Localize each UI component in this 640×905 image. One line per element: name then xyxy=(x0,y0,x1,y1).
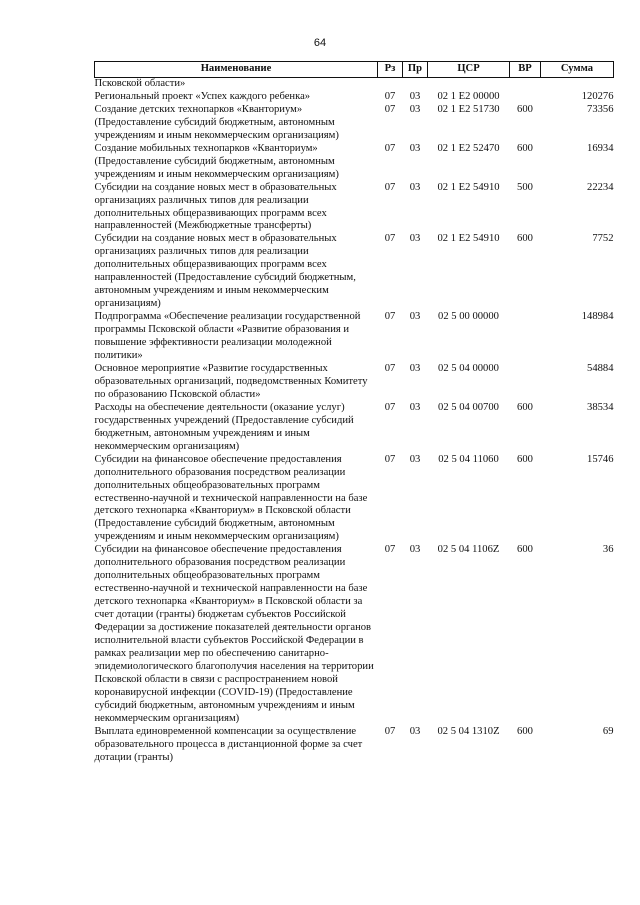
cell-csr: 02 5 04 11060 xyxy=(438,453,499,465)
cell-vr: 500 xyxy=(517,181,533,193)
cell-csr: 02 5 04 1310Z xyxy=(437,725,500,737)
cell-sum: 38534 xyxy=(587,401,614,413)
cell-name: Субсидии на создание новых мест в образовательных организациях различных типов для реализации дополнительных общеразвивающих программ всех направленностей (Межбюджетные трансферты) xyxy=(94,181,337,232)
header-vr: ВР xyxy=(510,62,541,78)
cell-name: Создание детских технопарков «Кванториум» (Предоставление субсидий бюджетным, автономным учреждениям и иным некоммерческим организациям) xyxy=(94,103,339,141)
cell-rz: 07 xyxy=(384,401,396,413)
cell-pr: 03 xyxy=(409,401,421,413)
cell-rz: 07 xyxy=(384,90,396,102)
table-row xyxy=(95,363,614,402)
cell-vr xyxy=(510,363,541,402)
cell-name: Подпрограмма «Обеспечение реализации государственной программы Псковской области «Развитие образования и повышение эффективности реализации молодежной политики» xyxy=(94,311,361,362)
cell-pr: 03 xyxy=(409,142,421,154)
cell-pr: 03 xyxy=(409,362,421,374)
header-name: Наименование xyxy=(95,62,378,78)
cell-pr: 03 xyxy=(409,90,421,102)
cell-name: Субсидии на финансовое обеспечение предоставления дополнительного образования посредством реализации дополнительных общеобразовательных программ естественно-научной и технической направленности на базе детского технопарка «Кванториум» в Псковской области за счет дотации (гранты) бюджетам субъектов Российской Федерации за достижение показателей деятельности органов исполнительной власти субъектов Российской Федерации в рамках реализации мер по обеспечению санитарно-эпидемиологического благополучия населения на территории Псковской области в связи с распространением новой коронавирусной инфекции (COVID-19) (Предоставление субсидий бюджетным, автономным учреждениям и иным некоммерческим организациям) xyxy=(94,544,374,724)
cell-csr: 02 1 E2 52470 xyxy=(437,142,500,154)
cell-sum: 73356 xyxy=(587,103,614,115)
header-pr: Пр xyxy=(403,62,428,78)
cell-csr: 02 5 04 1106Z xyxy=(437,544,500,556)
cell-rz: 07 xyxy=(384,233,396,245)
cell-sum: 36 xyxy=(602,544,614,556)
cell-csr: 02 1 E2 54910 xyxy=(437,181,500,193)
cell-csr: 02 5 00 00000 xyxy=(438,311,499,323)
budget-table xyxy=(94,61,614,765)
cell-name: Выплата единовременной компенсации за осуществление образовательного процесса в дистанционной форме за счет дотации (гранты) xyxy=(94,725,363,763)
cell-rz: 07 xyxy=(384,725,396,737)
cell-rz: 07 xyxy=(384,142,396,154)
table-header-row xyxy=(95,62,614,78)
cell-pr xyxy=(403,78,428,91)
cell-pr: 03 xyxy=(409,233,421,245)
table-row xyxy=(95,91,614,104)
cell-pr: 03 xyxy=(409,453,421,465)
table-row xyxy=(95,182,614,234)
header-rz: Рз xyxy=(378,62,403,78)
cell-sum: 69 xyxy=(602,725,614,737)
cell-sum: 16934 xyxy=(587,142,614,154)
cell-name: Псковской области» xyxy=(94,78,186,89)
table-row xyxy=(95,726,614,765)
table-row xyxy=(95,143,614,182)
table-row xyxy=(95,233,614,311)
cell-sum: 15746 xyxy=(587,453,614,465)
cell-csr: 02 1 E2 54910 xyxy=(437,233,500,245)
cell-vr: 600 xyxy=(517,453,533,465)
cell-vr: 600 xyxy=(517,544,533,556)
cell-rz: 07 xyxy=(384,544,396,556)
table-row xyxy=(95,311,614,363)
cell-rz: 07 xyxy=(384,362,396,374)
cell-rz: 07 xyxy=(384,453,396,465)
cell-vr xyxy=(510,311,541,363)
cell-vr xyxy=(510,78,541,91)
cell-rz: 07 xyxy=(384,181,396,193)
table-row xyxy=(95,544,614,725)
cell-vr: 600 xyxy=(517,103,533,115)
cell-rz xyxy=(378,78,403,91)
cell-vr: 600 xyxy=(517,401,533,413)
cell-rz: 07 xyxy=(384,311,396,323)
cell-sum: 7752 xyxy=(592,233,614,245)
cell-pr: 03 xyxy=(409,181,421,193)
cell-pr: 03 xyxy=(409,544,421,556)
cell-pr: 03 xyxy=(409,103,421,115)
table-body xyxy=(95,78,614,765)
page-number: 64 xyxy=(313,37,327,49)
cell-vr: 600 xyxy=(517,233,533,245)
header-sum: Сумма xyxy=(541,62,614,78)
table-row xyxy=(95,402,614,454)
cell-csr xyxy=(428,78,510,91)
cell-rz: 07 xyxy=(384,103,396,115)
cell-name: Создание мобильных технопарков «Кванториум» (Предоставление субсидий бюджетным, автономным учреждениям и иным некоммерческим организациям) xyxy=(94,142,339,180)
cell-csr: 02 1 E2 00000 xyxy=(437,90,500,102)
cell-sum: 54884 xyxy=(587,362,614,374)
header-csr: ЦСР xyxy=(428,62,510,78)
cell-name: Региональный проект «Успех каждого ребенка» xyxy=(94,90,311,102)
table-row xyxy=(95,78,614,91)
cell-sum: 22234 xyxy=(587,181,614,193)
cell-pr: 03 xyxy=(409,725,421,737)
cell-name: Субсидии на создание новых мест в образовательных организациях различных типов для реализации дополнительных общеразвивающих программ всех направленностей (Предоставление субсидий бюджетным, автономным учреждениям и иным некоммерческим организациям) xyxy=(94,233,356,310)
cell-pr: 03 xyxy=(409,311,421,323)
cell-name: Субсидии на финансовое обеспечение предоставления дополнительного образования посредством реализации дополнительных общеобразовательных программ естественно-научной и технической направленности на базе детского технопарка «Кванториум» в Псковской области (Предоставление субсидий бюджетным, автономным учреждениям и иным некоммерческим организациям) xyxy=(94,453,368,543)
table-row xyxy=(95,454,614,545)
cell-sum xyxy=(541,78,614,91)
cell-csr: 02 5 04 00700 xyxy=(438,401,499,413)
cell-sum: 148984 xyxy=(581,311,614,323)
cell-csr: 02 1 E2 51730 xyxy=(437,103,500,115)
cell-vr xyxy=(510,91,541,104)
cell-name: Основное мероприятие «Развитие государственных образовательных организаций, подведомственных Комитету по образованию Псковской области» xyxy=(94,362,368,400)
cell-vr: 600 xyxy=(517,142,533,154)
cell-csr: 02 5 04 00000 xyxy=(438,362,499,374)
cell-vr: 600 xyxy=(517,725,533,737)
table-row xyxy=(95,104,614,143)
cell-sum: 120276 xyxy=(581,90,614,102)
cell-name: Расходы на обеспечение деятельности (оказание услуг) государственных учреждений (Предоставление субсидий бюджетным, автономным учреждениям и иным некоммерческим организациям) xyxy=(94,401,354,452)
